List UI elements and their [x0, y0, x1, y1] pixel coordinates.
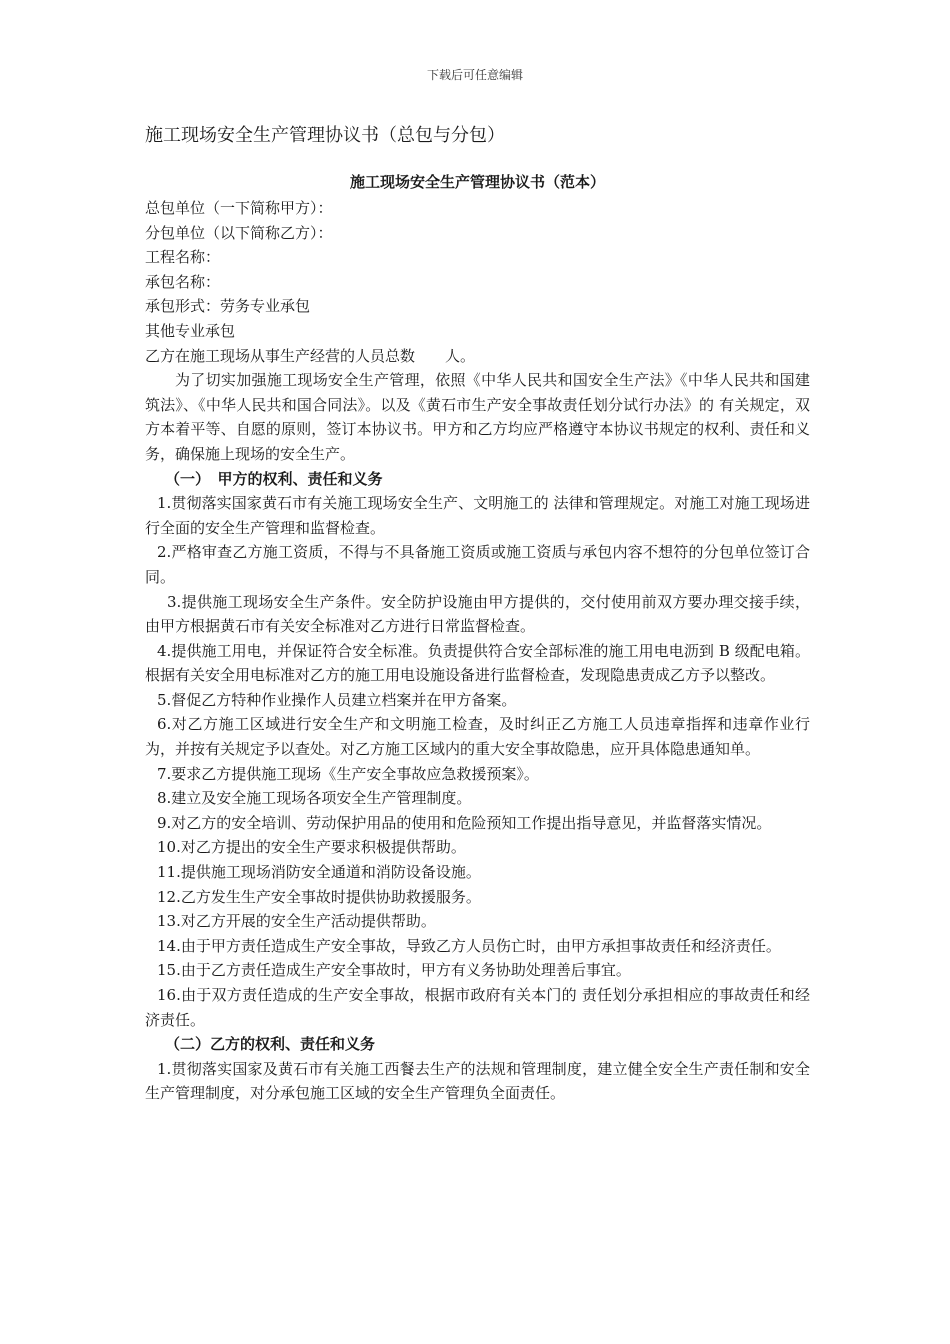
party-a-item: 12.乙方发生生产安全事故时提供协助救援服务。	[157, 887, 481, 906]
field-contract-name: 承包名称：	[145, 272, 221, 291]
party-a-item: 14.由于甲方责任造成生产安全事故，导致乙方人员伤亡时，由甲方承担事故责任和经济责任。	[157, 936, 781, 955]
field-subcontractor: 分包单位（以下简称乙方）：	[145, 223, 333, 242]
header-note: 下载后可任意编辑	[426, 68, 523, 82]
party-a-item: 6.对乙方施工区域进行安全生产和文明施工检查，及时纠正乙方施工人员违章指挥和违章作业行为，并按有关规定予以查处。对乙方施工区域内的重大安全事故隐患，应开具体隐患通知单。	[145, 715, 810, 759]
party-a-item: 8.建立及安全施工现场各项安全生产管理制度。	[157, 789, 472, 808]
party-a-item: 3.提供施工现场安全生产条件。安全防护设施由甲方提供的，交付使用前双方要办理交接手续，由甲方根据黄石市有关安全标准对乙方进行日常监督检查。	[145, 592, 810, 636]
party-a-item: 16.由于双方责任造成的生产安全事故，根据市政府有关本门的 责任划分承担相应的事故责任和经济责任。	[145, 986, 810, 1029]
field-staff-count: 乙方在施工现场从事生产经营的人员总数 人。	[145, 346, 476, 365]
field-project-name: 工程名称：	[145, 248, 221, 267]
field-other-contract: 其他专业承包	[145, 321, 236, 340]
section-heading-party-b: （二）乙方的权利、责任和义务	[165, 1035, 376, 1054]
document-title: 施工现场安全生产管理协议书（总包与分包）	[145, 125, 505, 146]
party-a-item: 4.提供施工用电，并保证符合安全标准。负责提供符合安全部标准的施工用电电沥到 B 级配电箱。根据有关安全用电标准对乙方的施工用电设施设备进行监督检查，发现隐患责成乙方予以整改。	[145, 641, 810, 685]
party-a-item: 11.提供施工现场消防安全通道和消防设备设施。	[157, 863, 481, 882]
party-a-item: 9.对乙方的安全培训、劳动保护用品的使用和危险预知工作提出指导意见，并监督落实情况。	[157, 813, 772, 832]
document-body	[145, 122, 810, 1106]
party-a-item: 5.督促乙方特种作业操作人员建立档案并在甲方备案。	[157, 690, 517, 709]
party-a-item: 13.对乙方开展的安全生产活动提供帮助。	[157, 912, 436, 931]
party-a-item: 1.贯彻落实国家黄石市有关施工现场安全生产、文明施工的 法律和管理规定。对施工对施工现场进行全面的安全生产管理和监督检查。	[145, 494, 810, 537]
section-heading-party-a: （一） 甲方的权利、责任和义务	[165, 469, 383, 488]
party-a-item: 2.严格审查乙方施工资质，不得与不具备施工资质或施工资质与承包内容不想符的分包单位签订合同。	[145, 543, 810, 586]
party-b-item: 1.贯彻落实国家及黄石市有关施工西餐去生产的法规和管理制度，建立健全安全生产责任制和安全生产管理制度，对分承包施工区域的安全生产管理负全面责任。	[145, 1059, 810, 1103]
party-a-item: 10.对乙方提出的安全生产要求积极提供帮助。	[157, 838, 466, 857]
party-a-item: 15.由于乙方责任造成生产安全事故时，甲方有义务协助处理善后事宜。	[157, 961, 631, 980]
field-general-contractor: 总包单位（一下简称甲方）：	[145, 199, 333, 217]
document-subtitle: 施工现场安全生产管理协议书（范本）	[349, 173, 605, 191]
intro-paragraph: 为了切实加强施工现场安全生产管理，依照《中华人民共和国安全生产法》《中华人民共和国建筑法》、《中华人民共和国合同法》。以及《黄石市生产安全事故责任划分试行办法》的 有关规定，双方本着平等、自愿的原则，签订本协议书。甲方和乙方均应严格遵守本协议书规定的权利、责任和义务，确保施上现场的安全生产。	[145, 371, 810, 463]
field-contract-form: 承包形式：劳务专业承包	[145, 297, 311, 316]
party-a-item: 7.要求乙方提供施工现场《生产安全事故应急救援预案》。	[157, 764, 539, 783]
